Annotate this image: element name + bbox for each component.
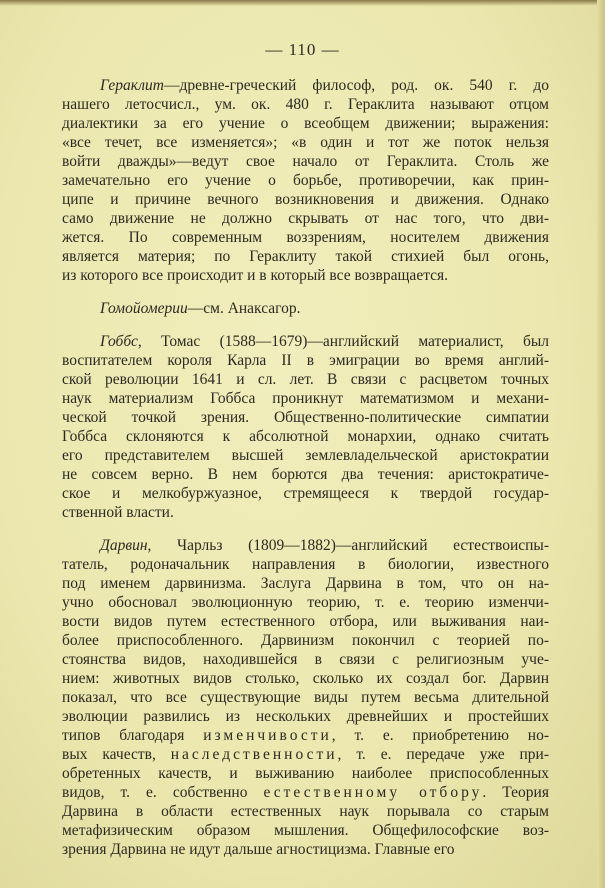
text-line [62, 555, 549, 574]
text-segment: диалектики за его учение о всеобщем движении; выражения: [62, 115, 549, 132]
text-segment: эволюции развились из нескольких древнейших и простейших [62, 708, 549, 725]
emphasized-text: наследственности [170, 746, 338, 763]
text-segment: обретенных качеств, и выживанию наиболее приспособленных [62, 765, 549, 782]
text-line [62, 465, 549, 484]
entry-darwin [62, 536, 549, 859]
text-line [62, 802, 549, 821]
text-line [62, 745, 549, 764]
text-segment: ческой точкой зрения. Общественно-политические симпатии [62, 409, 549, 426]
text-segment: замечательно его учение о борьбе, противоречии, как прин- [62, 172, 549, 189]
text-segment: . Теория [482, 784, 549, 801]
entry-homoeomeries [62, 299, 549, 318]
text-line [62, 631, 549, 650]
text-segment: жется. По современным воззрениям, носителем движения [62, 229, 549, 246]
entry-heraclitus [62, 76, 549, 285]
page-body [62, 76, 549, 873]
text-line [62, 171, 549, 190]
text-line [62, 593, 549, 612]
text-line [62, 408, 549, 427]
text-line [62, 266, 549, 285]
text-segment: из которого все происходит и в который все возвращается. [62, 267, 449, 284]
text-line [62, 764, 549, 783]
text-segment: нашего летосчисл., ум. ок. 480 г. Гераклита называют отцом [62, 96, 549, 113]
text-segment: ципе и причине вечного возникновения и движения. Однако [62, 191, 549, 208]
text-line [62, 427, 549, 446]
text-line [62, 351, 549, 370]
text-segment: , Чарльз (1809—1882)—английский естествоиспы- [147, 537, 549, 554]
entry-hobbes [62, 332, 549, 522]
text-segment: не совсем верно. В нем борются два течения: аристократиче- [62, 466, 549, 483]
text-line [62, 389, 549, 408]
entry-headword: Гомойомерии [100, 300, 188, 317]
entry-headword: Гераклит [100, 77, 164, 94]
page-top-edge [0, 0, 605, 6]
page-right-edge [597, 0, 605, 888]
text-line [62, 612, 549, 631]
text-line [62, 228, 549, 247]
text-line [62, 650, 549, 669]
text-line [62, 688, 549, 707]
text-segment: наук материализм Гоббса проникнут математизмом и механи- [62, 390, 549, 407]
text-line [62, 152, 549, 171]
text-segment: вых качеств, [62, 746, 171, 763]
text-segment: зрения Дарвина не идут дальше агностицизма. Главные его [62, 841, 455, 858]
entry-headword: Гоббс [100, 333, 138, 350]
text-segment: войти дважды»—ведут свое начало от Гераклита. Столь же [62, 153, 549, 170]
text-segment: ское и мелкобуржуазное, стремящееся к твердой государ- [62, 485, 549, 502]
text-segment: ской революции 1641 и сл. лет. В связи с расцветом точных [62, 371, 549, 388]
text-segment: татель, родоначальник направления в биологии, известного [62, 556, 549, 573]
text-segment: —см. Анаксагор. [187, 300, 301, 317]
page-number: — 110 — [265, 40, 340, 59]
text-segment: под именем дарвинизма. Заслуга Дарвина в том, что он на- [62, 575, 549, 592]
text-line [62, 190, 549, 209]
text-segment: «все течет, все изменяется»; «в один и тот же поток нельзя [62, 134, 549, 151]
text-line [62, 783, 549, 802]
text-line [62, 133, 549, 152]
text-segment: само движение не должно скрывать от нас того, что дви- [62, 210, 549, 227]
text-line [62, 484, 549, 503]
text-segment: Гоббса склоняются к абсолютной монархии, однако считать [62, 428, 549, 445]
text-line [62, 76, 549, 95]
text-segment: учно обосновал эволюционную теорию, т. е. теорию изменчи- [62, 594, 549, 611]
text-segment: ственной власти. [62, 504, 174, 521]
text-segment: вости видов путем естественного отбора, или выживания наи- [62, 613, 549, 630]
text-line [62, 707, 549, 726]
text-segment: показал, что все существующие виды путем весьма длительной [62, 689, 549, 706]
entry-headword: Дарвин [100, 537, 148, 554]
text-line [62, 840, 549, 859]
text-line [62, 247, 549, 266]
text-segment: нием: животных видов столько, сколько их создал бог. Дарвин [62, 670, 549, 687]
text-segment: типов благодаря [62, 727, 204, 744]
emphasized-text: изменчивости [203, 727, 332, 744]
text-line [62, 669, 549, 688]
text-segment: видов, т. е. собственно [62, 784, 264, 801]
text-segment: его представителем высшей землевладельческой аристократии [62, 447, 549, 464]
text-line [62, 503, 549, 522]
text-segment: является материя; по Гераклиту такой стихией был огонь, [62, 248, 549, 265]
text-line [62, 299, 549, 318]
text-line [62, 574, 549, 593]
text-line [62, 209, 549, 228]
text-segment: —древне-греческий философ, род. ок. 540 г. до [164, 77, 549, 94]
text-segment: Дарвина в области естественных наук порывала со старым [62, 803, 549, 820]
text-segment: более приспособленного. Дарвинизм покончил с теорией по- [62, 632, 549, 649]
text-line [62, 726, 549, 745]
text-line [62, 332, 549, 351]
text-segment: , т. е. передаче уже при- [337, 746, 549, 763]
text-line [62, 95, 549, 114]
text-segment: , т. е. приобретению но- [331, 727, 549, 744]
text-line [62, 536, 549, 555]
text-segment: метафизическим образом мышления. Общефилософские воз- [62, 822, 549, 839]
text-segment: , Томас (1588—1679)—английский материалист, был [137, 333, 549, 350]
text-line [62, 370, 549, 389]
text-line [62, 821, 549, 840]
text-line [62, 114, 549, 133]
emphasized-text: естественному отбору [263, 784, 483, 801]
text-line [62, 446, 549, 465]
text-segment: стоянства видов, находившейся в связи с религиозным уче- [62, 651, 549, 668]
text-segment: воспитателем короля Карла II в эмиграции во время англий- [62, 352, 549, 369]
